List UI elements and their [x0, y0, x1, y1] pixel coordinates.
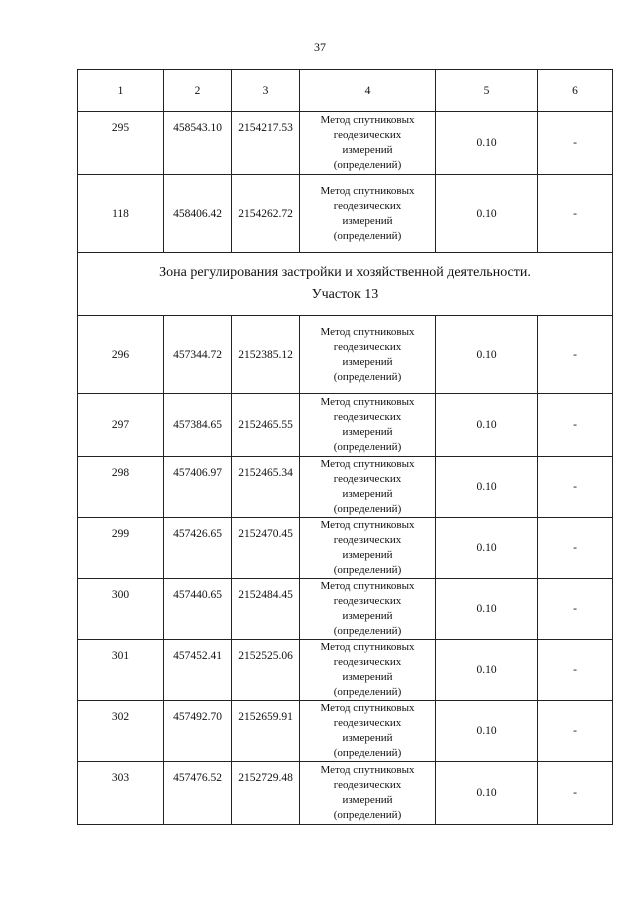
- note: -: [538, 457, 613, 518]
- method-line: Метод спутниковых: [320, 764, 415, 776]
- coord-x: 457476.52: [164, 762, 232, 825]
- method-cell: [300, 579, 436, 640]
- table-row: [78, 457, 613, 518]
- precision: 0.10: [436, 175, 538, 253]
- note: -: [538, 579, 613, 640]
- point-number: 300: [78, 579, 164, 640]
- point-number: 302: [78, 701, 164, 762]
- method-line: Метод спутниковых: [320, 114, 415, 126]
- coord-x: 457384.65: [164, 394, 232, 457]
- method-cell: [300, 457, 436, 518]
- table-row: [78, 701, 613, 762]
- table-row: [78, 640, 613, 701]
- table-row: [78, 579, 613, 640]
- note: -: [538, 175, 613, 253]
- precision: 0.10: [436, 701, 538, 762]
- method-line: Метод спутниковых: [320, 396, 415, 408]
- table-row: [78, 316, 613, 394]
- method-line: Метод спутниковых: [320, 325, 415, 338]
- method-line: геодезических: [333, 473, 402, 485]
- header-cell: 2: [164, 70, 232, 112]
- coord-y: 2152470.45: [232, 518, 300, 579]
- coord-y: 2152729.48: [232, 762, 300, 825]
- header-cell: 3: [232, 70, 300, 112]
- method-line: Метод спутниковых: [320, 580, 415, 592]
- zone-heading: [78, 253, 613, 316]
- note: -: [538, 518, 613, 579]
- table-row: [78, 394, 613, 457]
- method-line: геодезических: [333, 717, 402, 729]
- method-line: (определений): [333, 809, 402, 821]
- zone-heading-row: [78, 253, 613, 316]
- method-line: измерений: [342, 549, 393, 561]
- precision: 0.10: [436, 579, 538, 640]
- precision: 0.10: [436, 518, 538, 579]
- method-cell: [300, 175, 436, 253]
- point-number: 298: [78, 457, 164, 518]
- coord-y: 2152525.06: [232, 640, 300, 701]
- method-cell: [300, 112, 436, 175]
- coord-x: 458543.10: [164, 112, 232, 175]
- method-line: геодезических: [333, 656, 402, 668]
- method-line: геодезических: [333, 534, 402, 546]
- coord-y: 2154217.53: [232, 112, 300, 175]
- method-line: измерений: [342, 426, 393, 438]
- note: -: [538, 701, 613, 762]
- method-line: (определений): [333, 747, 402, 759]
- table-row: [78, 762, 613, 825]
- header-cell: 4: [300, 70, 436, 112]
- note: -: [538, 316, 613, 394]
- method-line: геодезических: [333, 595, 402, 607]
- method-line: Метод спутниковых: [320, 702, 415, 714]
- method-line: Метод спутниковых: [320, 641, 415, 653]
- method-line: геодезических: [333, 779, 402, 791]
- method-line: (определений): [333, 625, 402, 637]
- point-number: 295: [78, 112, 164, 175]
- method-line: измерений: [342, 355, 393, 368]
- header-row: [78, 70, 613, 112]
- method-line: Метод спутниковых: [320, 184, 415, 197]
- point-number: 297: [78, 394, 164, 457]
- coord-x: 457452.41: [164, 640, 232, 701]
- method-line: измерений: [342, 794, 393, 806]
- method-line: измерений: [342, 732, 393, 744]
- method-line: (определений): [333, 229, 402, 242]
- method-line: (определений): [333, 441, 402, 453]
- header-cell: 6: [538, 70, 613, 112]
- method-line: (определений): [333, 564, 402, 576]
- method-cell: [300, 394, 436, 457]
- method-cell: [300, 316, 436, 394]
- method-line: измерений: [342, 488, 393, 500]
- method-line: (определений): [333, 370, 402, 383]
- note: -: [538, 394, 613, 457]
- method-line: измерений: [342, 214, 393, 227]
- header-cell: 5: [436, 70, 538, 112]
- method-line: Метод спутниковых: [320, 519, 415, 531]
- zone-section: Участок 13: [311, 287, 379, 302]
- method-line: геодезических: [333, 411, 402, 423]
- coord-x: 457440.65: [164, 579, 232, 640]
- page-number: 37: [314, 40, 326, 54]
- coord-y: 2154262.72: [232, 175, 300, 253]
- method-line: геодезических: [333, 199, 402, 212]
- point-number: 301: [78, 640, 164, 701]
- precision: 0.10: [436, 316, 538, 394]
- method-line: (определений): [333, 503, 402, 515]
- coord-x: 457344.72: [164, 316, 232, 394]
- method-cell: [300, 762, 436, 825]
- precision: 0.10: [436, 640, 538, 701]
- note: -: [538, 762, 613, 825]
- precision: 0.10: [436, 112, 538, 175]
- point-number: 296: [78, 316, 164, 394]
- precision: 0.10: [436, 762, 538, 825]
- table-row: [78, 112, 613, 175]
- method-cell: [300, 518, 436, 579]
- point-number: 118: [78, 175, 164, 253]
- coord-x: 457426.65: [164, 518, 232, 579]
- method-line: (определений): [333, 686, 402, 698]
- zone-title: Зона регулирования застройки и хозяйственной деятельности.: [159, 265, 531, 280]
- note: -: [538, 112, 613, 175]
- coord-x: 457406.97: [164, 457, 232, 518]
- method-cell: [300, 701, 436, 762]
- coord-y: 2152659.91: [232, 701, 300, 762]
- method-line: геодезических: [333, 129, 402, 141]
- method-line: Метод спутниковых: [320, 458, 415, 470]
- method-line: геодезических: [333, 340, 402, 353]
- point-number: 299: [78, 518, 164, 579]
- method-line: измерений: [342, 610, 393, 622]
- coord-y: 2152465.55: [232, 394, 300, 457]
- note: -: [538, 640, 613, 701]
- method-line: (определений): [333, 159, 402, 171]
- coord-x: 458406.42: [164, 175, 232, 253]
- method-line: измерений: [342, 671, 393, 683]
- precision: 0.10: [436, 457, 538, 518]
- method-cell: [300, 640, 436, 701]
- coord-x: 457492.70: [164, 701, 232, 762]
- coord-y: 2152385.12: [232, 316, 300, 394]
- table-row: [78, 175, 613, 253]
- method-line: измерений: [342, 144, 393, 156]
- point-number: 303: [78, 762, 164, 825]
- table-row: [78, 518, 613, 579]
- header-cell: 1: [78, 70, 164, 112]
- precision: 0.10: [436, 394, 538, 457]
- coordinates-table: [77, 69, 613, 825]
- coord-y: 2152484.45: [232, 579, 300, 640]
- coord-y: 2152465.34: [232, 457, 300, 518]
